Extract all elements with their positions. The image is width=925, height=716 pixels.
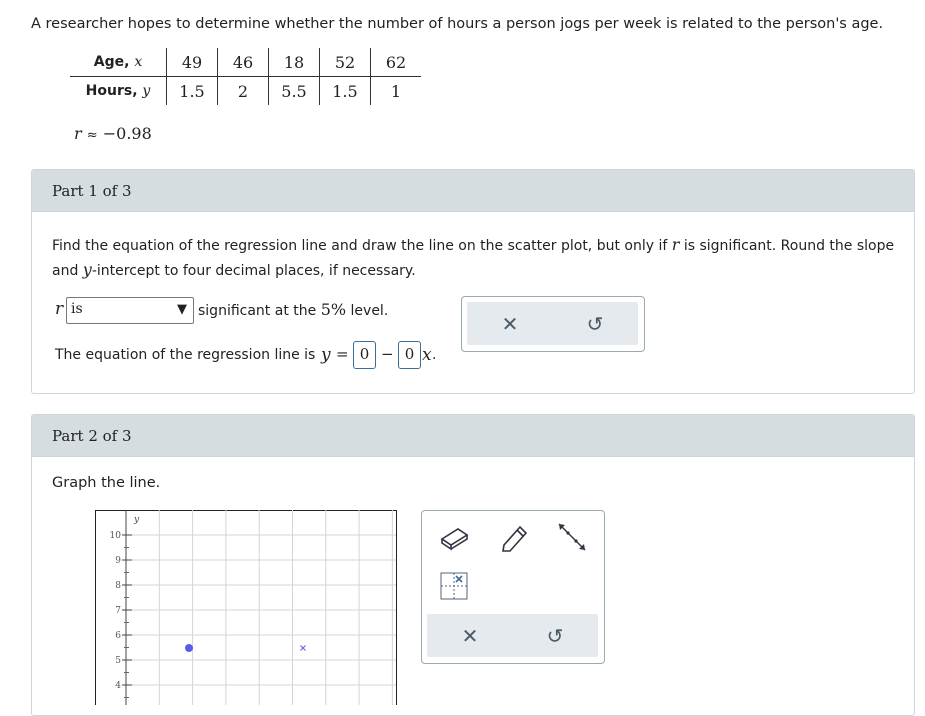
y-tick-label: 5	[115, 656, 121, 666]
part-1-prompt: Find the equation of the regression line and draw the line on the scatter plot, but only if r is significant. Round the slope and y-intercept to four decimal places, if necessary.	[52, 235, 895, 279]
line-tool-icon[interactable]	[556, 521, 588, 557]
hours-cell: 1.5	[320, 77, 371, 106]
y-axis-label: y	[134, 515, 140, 525]
age-cell: 18	[269, 48, 320, 77]
data-table	[70, 48, 421, 105]
close-icon[interactable]: ✕	[501, 312, 519, 336]
reset-icon[interactable]: ↺	[586, 312, 604, 336]
part-1-title: Part 1 of 3	[52, 182, 132, 200]
close-icon[interactable]: ✕	[461, 624, 479, 648]
part-1-toolpanel	[461, 296, 645, 352]
equation-x: x	[422, 345, 432, 365]
y-tick-label: 9	[115, 556, 121, 566]
part-2-prompt: Graph the line.	[52, 475, 161, 491]
age-cell: 46	[218, 48, 269, 77]
part-1-toolbar	[467, 302, 638, 345]
y-tick-label: 8	[115, 581, 121, 591]
hours-header: Hours, y	[85, 83, 151, 99]
age-header: Age, x	[70, 48, 167, 77]
slope-input[interactable]: 0	[398, 341, 421, 369]
graph-toolbar	[427, 614, 598, 657]
graph-toolpanel	[421, 510, 605, 664]
age-cell: 62	[371, 48, 422, 77]
eraser-icon[interactable]	[438, 523, 470, 555]
problem-intro: A researcher hopes to determine whether the number of hours a person jogs per week is related to the person's age.	[31, 16, 884, 32]
correlation-value: r ≈ −0.98	[74, 124, 152, 143]
part-2-title: Part 2 of 3	[52, 427, 132, 445]
hours-cell: 1.5	[167, 77, 218, 106]
part-2-header	[32, 415, 914, 457]
intercept-input[interactable]: 0	[353, 341, 376, 369]
part-1-header	[32, 170, 914, 212]
scatter-plot[interactable]	[95, 510, 397, 705]
hours-cell: 2	[218, 77, 269, 106]
equation-period: .	[432, 347, 437, 363]
age-cell: 52	[320, 48, 371, 77]
equation-equals: =	[336, 345, 349, 363]
y-tick-label: 10	[109, 531, 121, 541]
equation-y: y	[321, 345, 331, 365]
sig-r-var: r	[55, 299, 64, 319]
significance-text: significant at the 5% level.	[198, 300, 389, 319]
significance-select[interactable]	[66, 297, 194, 324]
y-tick-label: 6	[115, 631, 121, 641]
data-point	[185, 644, 193, 652]
equation-text: The equation of the regression line is	[55, 347, 316, 363]
hours-cell: 5.5	[269, 77, 320, 106]
hours-cell: 1	[371, 77, 422, 106]
equation-minus: −	[381, 345, 394, 363]
pencil-icon[interactable]	[498, 521, 530, 557]
significance-select-value: is	[71, 301, 83, 317]
select-arrow-icon: ▼	[177, 302, 187, 317]
y-tick-label: 7	[115, 606, 121, 616]
y-tick-label: 4	[115, 681, 121, 691]
age-cell: 49	[167, 48, 218, 77]
reset-icon[interactable]: ↺	[546, 624, 564, 648]
grid-point-icon[interactable]	[440, 572, 468, 604]
